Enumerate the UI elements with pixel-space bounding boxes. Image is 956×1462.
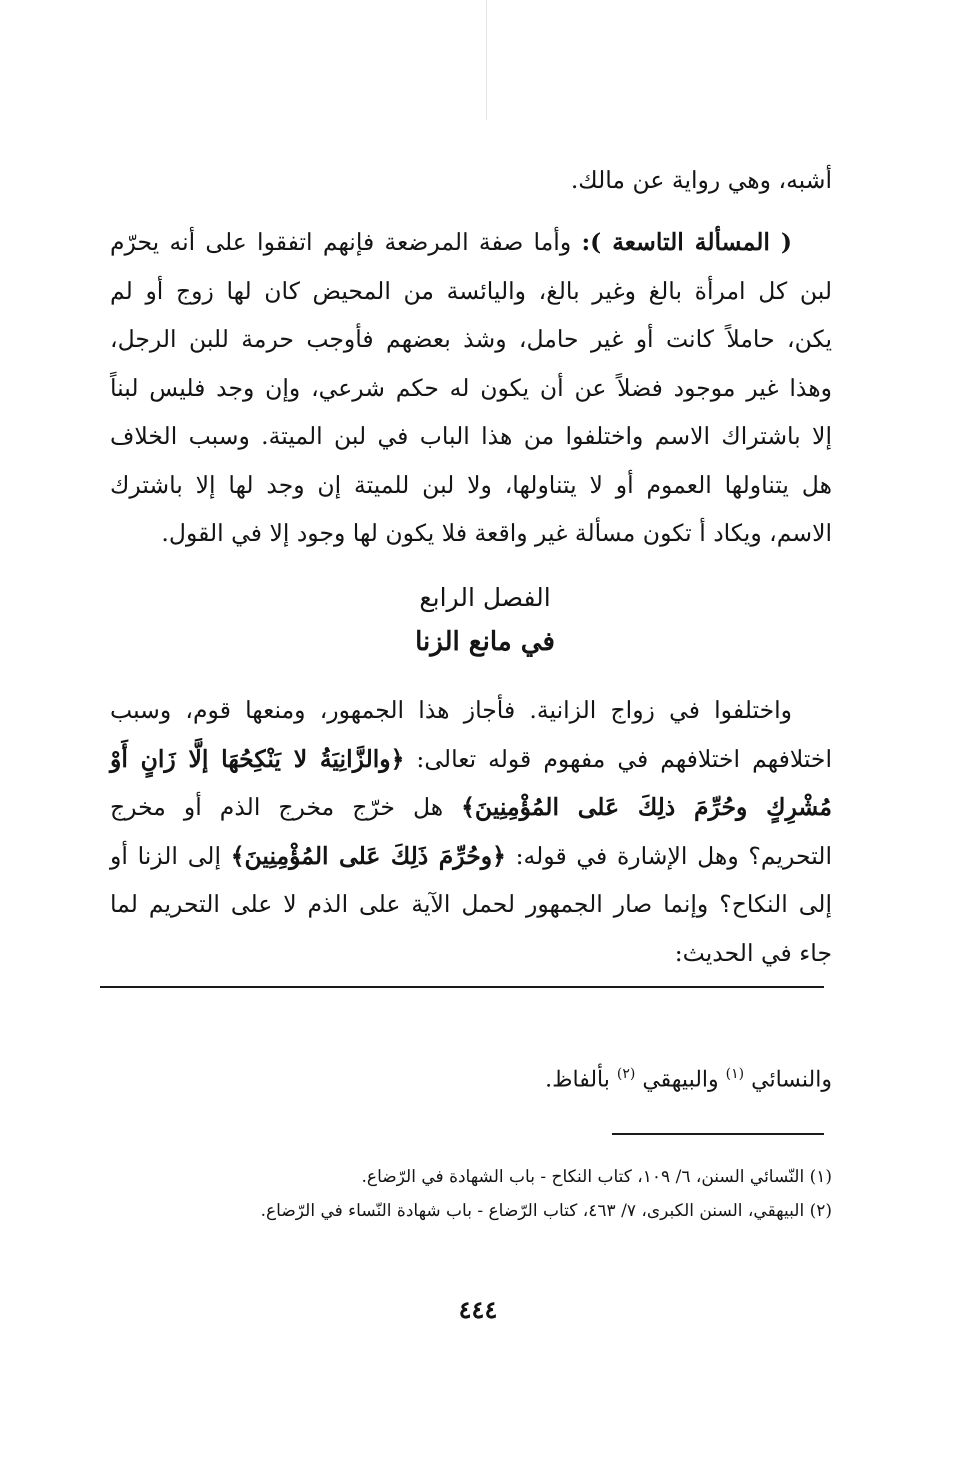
zina-line-3-text: هل خرّج مخرج الذم أو مخرج [110, 793, 444, 821]
zina-line-5: إلى النكاح؟ وإنما صار الجمهور لحمل الآية على الذم لا على التحريم لما [110, 890, 832, 918]
quran-verse-1: ﴿والزَّانِيَةُ لا يَنْكِحُهَا إلَّا زَانٍ أَوْ [110, 744, 405, 773]
footnote-2: (٢) البيهقي، السنن الكبرى، ٧/ ٤٦٣، كتاب الرّضاع - باب شهادة النّساء في الرّضاع. [260, 1201, 832, 1221]
zina-line-2-text: اختلافهم اختلافهم في مفهوم قوله تعالى: [416, 744, 832, 773]
question-nine-line-5: إلا باشتراك الاسم واختلفوا من هذا الباب في لبن الميتة. وسبب الخلاف [110, 422, 832, 450]
zina-line-3 [110, 783, 832, 832]
footnote-ref-1: (١) [725, 1066, 745, 1082]
chapter-title: في مانع الزنا [415, 627, 555, 657]
scan-gutter-line [486, 0, 487, 120]
main-separator [100, 986, 824, 988]
question-nine-heading: ( المسألة التاسعة ): [581, 228, 792, 256]
page-number: ٤٤٤ [458, 1295, 498, 1324]
opening-line: أشبه، وهي رواية عن مالك. [570, 166, 832, 194]
carry-part-2: والبيهقي [642, 1067, 719, 1093]
question-nine-line-1-text: وأما صفة المرضعة فإنهم اتفقوا على أنه يحرّم [110, 228, 572, 256]
zina-line-6: جاء في الحديث: [674, 938, 832, 967]
question-nine-line-3: يكن، حاملاً كانت أو غير حامل، وشذ بعضهم فأوجب حرمة للبن الرجل، [110, 325, 832, 353]
carry-part-3: بألفاظ. [545, 1067, 610, 1093]
footnote-ref-2: (٢) [616, 1066, 636, 1082]
opening-paragraph [110, 156, 832, 205]
question-nine-line-4: وهذا غير موجود فضلاً عن أن يكون له حكم شرعي، وإن وجد فليس لبناً [110, 373, 832, 402]
question-nine-line-7: الاسم، ويكاد أ تكون مسألة غير واقعة فلا يكون لها وجود إلا في القول. [161, 519, 832, 547]
chapter-number: الفصل الرابع [419, 583, 551, 612]
footnote-separator [612, 1133, 824, 1135]
zina-line-1: واختلفوا في زواج الزانية. فأجاز هذا الجمهور، ومنعها قوم، وسبب [110, 696, 792, 724]
quran-verse-2: ﴿وحُرِّمَ ذَلِكَ عَلى المُؤْمِنِينَ﴾ [230, 841, 506, 870]
footnote-1: (١) النّسائي السنن، ٦/ ١٠٩، كتاب النكاح - باب الشهادة في الرّضاع. [361, 1167, 832, 1187]
question-nine-line-6: هل يتناولها العموم أو لا يتناولها، ولا لبن للميتة إن وجد لها إلا باشترك [110, 470, 832, 499]
footer-carry-line [545, 1054, 832, 1100]
carry-part-1: والنسائي [751, 1067, 832, 1093]
zina-line-4-tail: إلى الزنا أو [110, 841, 221, 870]
question-nine-line-1 [110, 218, 832, 267]
zina-line-4 [110, 832, 832, 881]
question-nine-line-2: لبن كل امرأة بالغ وغير بالغ، واليائسة من المحيض كان لها زوج أو لم [110, 276, 832, 305]
question-nine-paragraph [110, 218, 832, 558]
zina-paragraph [110, 686, 832, 977]
zina-line-2 [110, 735, 832, 784]
footnotes [110, 1160, 832, 1228]
quran-verse-1-cont: مُشْرِكٍ وحُرِّمَ ذلِكَ عَلى المُؤْمِنِينَ﴾ [461, 793, 832, 821]
zina-line-4-text: التحريم؟ وهل الإشارة في قوله: [515, 841, 832, 870]
